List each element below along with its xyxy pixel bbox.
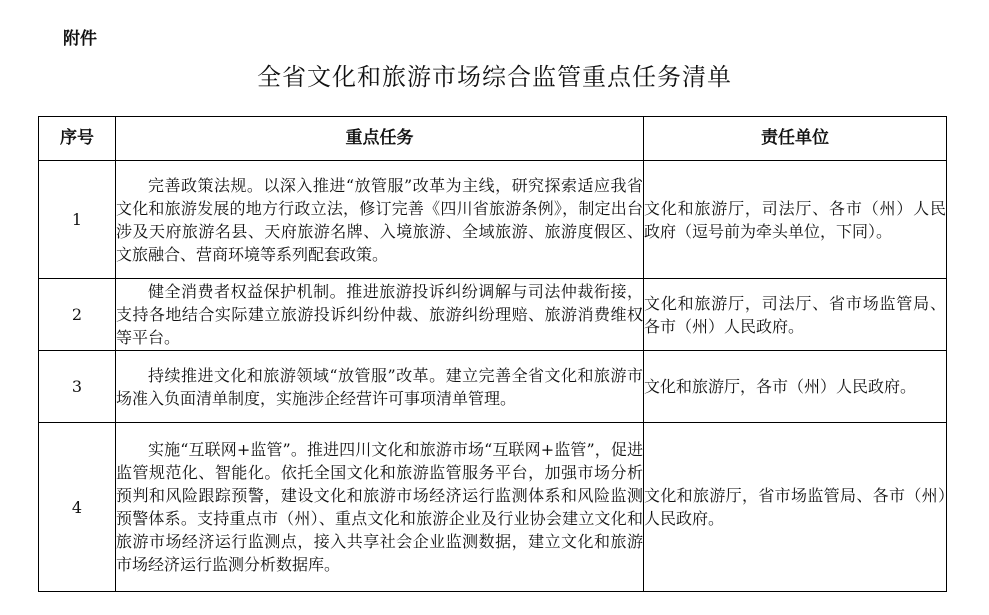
table-header-row (39, 117, 947, 161)
row-key-task: 持续推进文化和旅游领域“放管服”改革。建立完善全省文化和旅游市场准入负面清单制度，实施涉企经营许可事项清单管理。 (116, 351, 644, 423)
attachment-label: 附件 (63, 29, 97, 49)
row-responsible-unit: 文化和旅游厅，司法厅、各市（州）人民政府（逗号前为牵头单位，下同）。 (644, 161, 947, 279)
table-row (39, 423, 947, 592)
row-serial-number: 2 (39, 279, 116, 351)
row-serial-number: 3 (39, 351, 116, 423)
header-responsible-unit: 责任单位 (644, 117, 947, 161)
header-key-task: 重点任务 (116, 117, 644, 161)
row-key-task: 实施“互联网+监管”。推进四川文化和旅游市场“互联网+监管”，促进监管规范化、智能化。依托全国文化和旅游监管服务平台，加强市场分析预判和风险跟踪预警，建设文化和旅游市场经济运行监测体系和风险监测预警体系。支持重点市（州）、重点文化和旅游企业及行业协会建立文化和旅游市场经济运行监测点，接入共享社会企业监测数据，建立文化和旅游市场经济运行监测分析数据库。 (116, 423, 644, 592)
row-responsible-unit: 文化和旅游厅，各市（州）人民政府。 (644, 351, 947, 423)
row-key-task: 健全消费者权益保护机制。推进旅游投诉纠纷调解与司法仲裁衔接，支持各地结合实际建立旅游投诉纠纷仲裁、旅游纠纷理赔、旅游消费维权等平台。 (116, 279, 644, 351)
table-row (39, 279, 947, 351)
table-row (39, 161, 947, 279)
header-serial-number: 序号 (39, 117, 116, 161)
row-serial-number: 4 (39, 423, 116, 592)
row-responsible-unit: 文化和旅游厅，司法厅、省市场监管局、各市（州）人民政府。 (644, 279, 947, 351)
row-key-task: 完善政策法规。以深入推进“放管服”改革为主线，研究探索适应我省文化和旅游发展的地方行政立法，修订完善《四川省旅游条例》，制定出台涉及天府旅游名县、天府旅游名牌、入境旅游、全域旅游、旅游度假区、文旅融合、营商环境等系列配套政策。 (116, 161, 644, 279)
row-responsible-unit: 文化和旅游厅，省市场监管局、各市（州）人民政府。 (644, 423, 947, 592)
row-serial-number: 1 (39, 161, 116, 279)
task-table (38, 116, 947, 592)
document-title: 全省文化和旅游市场综合监管重点任务清单 (257, 63, 732, 91)
table-row (39, 351, 947, 423)
